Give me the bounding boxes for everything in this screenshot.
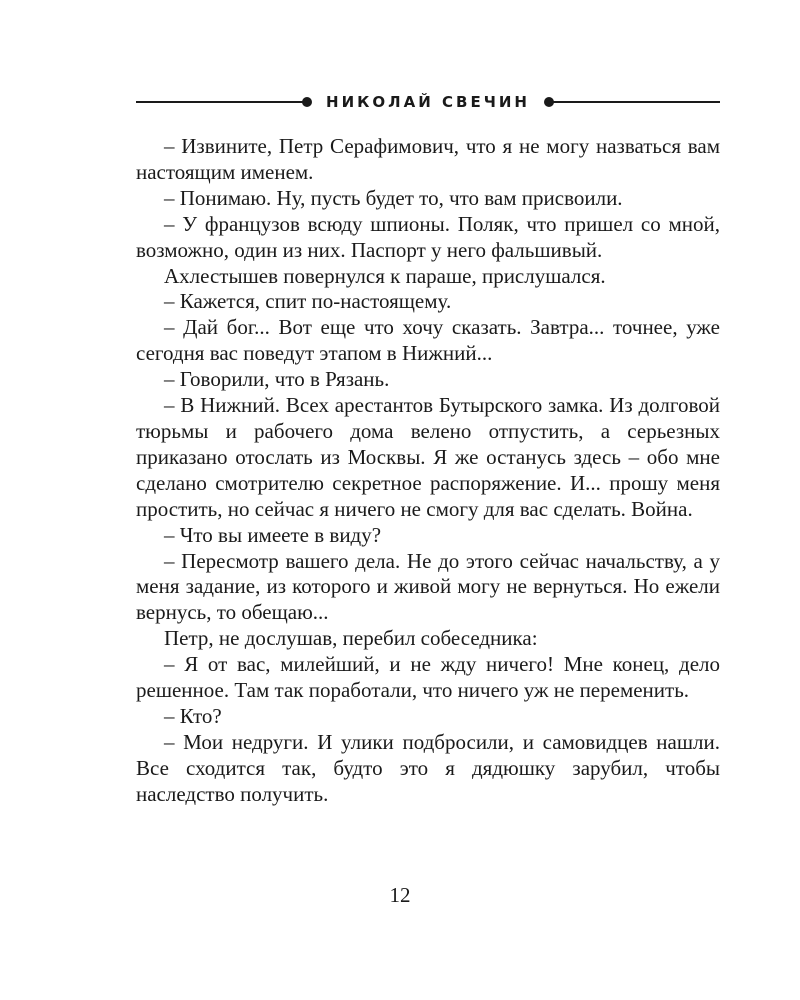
page-number: 12 — [389, 883, 411, 907]
paragraph: – Понимаю. Ну, пусть будет то, что вам присвоили. — [164, 185, 623, 210]
paragraph: – В Нижний. Всех арестантов Бутырского замка. Из долговой тюрьмы и рабочего дома велено отпустить, а серьезных приказано отослать из Москвы. Я же останусь здесь – обо мне сделано смотрителю секретное распоряжение. И... прошу меня простить, но сейчас я ничего не смогу для вас сделать. Война. — [136, 393, 720, 521]
paragraph: – Пересмотр вашего дела. Не до этого сейчас начальству, а у меня задание, из которого и живой могу не вернуться. Но ежели вернусь, то обещаю... — [136, 548, 720, 625]
paragraph: Петр, не дослушав, перебил собеседника: — [164, 626, 538, 651]
paragraph: – Что вы имеете в виду? — [164, 522, 382, 547]
header-rule-left — [136, 101, 304, 103]
paragraph: – Говорили, что в Рязань. — [164, 367, 390, 392]
paragraph: – Кто? — [164, 703, 222, 728]
paragraph: – У французов всюду шпионы. Поляк, что пришел со мной, возможно, один из них. Паспорт у него фальшивый. — [136, 211, 720, 262]
paragraph: Ахлестышев повернулся к параше, прислушался. — [164, 263, 606, 288]
paragraph: – Извините, Петр Серафимович, что я не могу назваться вам настоящим именем. — [136, 134, 720, 184]
header-bullet-left — [302, 97, 312, 107]
paragraph: – Мои недруги. И улики подбросили, и самовидцев нашли. Все сходится так, будто это я дядюшку зарубил, чтобы наследство получить. — [136, 729, 720, 806]
body-text — [136, 134, 720, 808]
running-title: НИКОЛАЙ СВЕЧИН — [326, 93, 530, 111]
paragraph: – Я от вас, милейший, и не жду ничего! Мне конец, дело решенное. Там так поработали, что ничего уж не переменить. — [136, 652, 720, 703]
paragraph: – Кажется, спит по-настоящему. — [164, 289, 452, 314]
paragraph: – Дай бог... Вот еще что хочу сказать. Завтра... точнее, уже сегодня вас поведут этапом в Нижний... — [136, 315, 720, 366]
running-header — [136, 90, 720, 114]
header-rule-right — [552, 101, 720, 103]
